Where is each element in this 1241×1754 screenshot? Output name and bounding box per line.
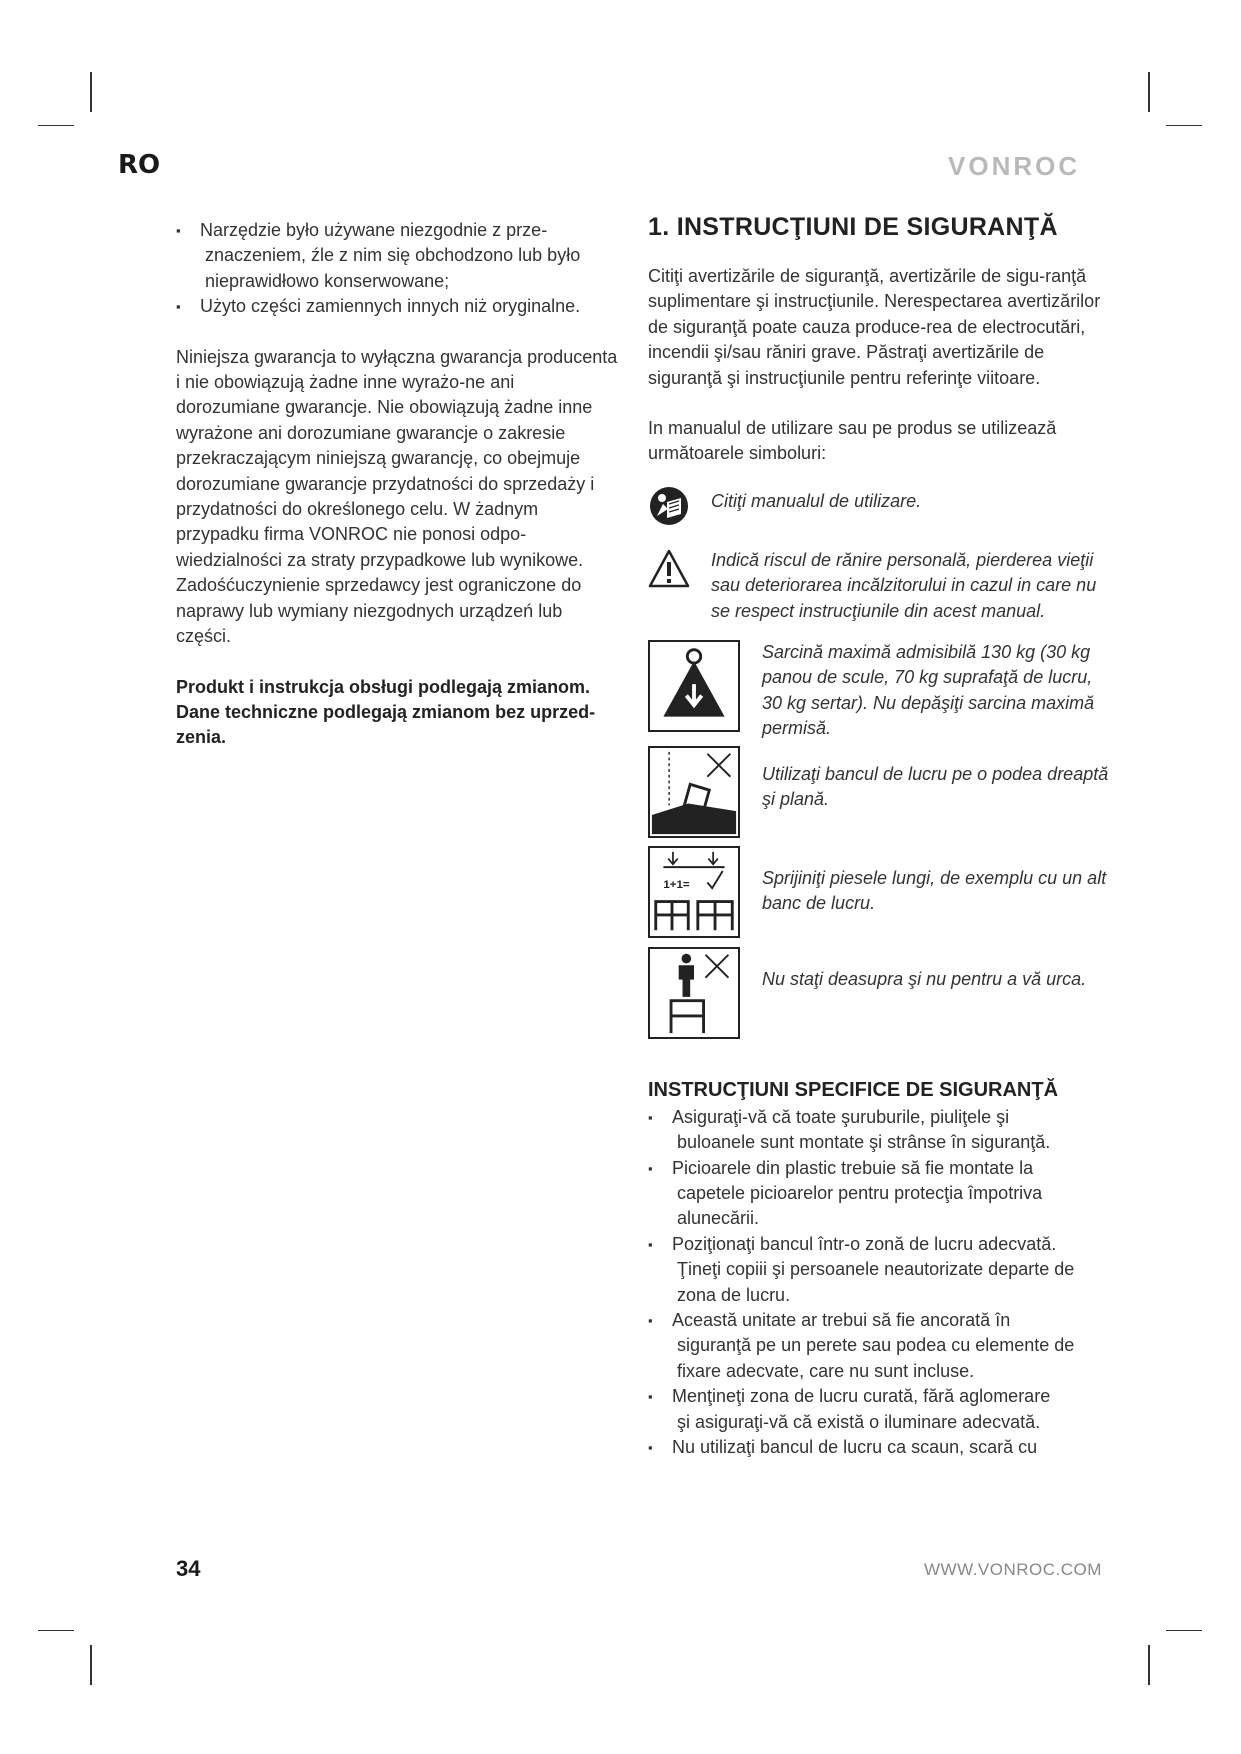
support-long-pieces-icon	[648, 846, 740, 938]
page-number: 34	[176, 1556, 201, 1581]
read-manual-icon	[648, 485, 690, 527]
symbol-text: Nu staţi deasupra şi nu pentru a vă urca.	[762, 968, 1087, 989]
specific-safety-list	[648, 1105, 1110, 1461]
list-item-line2: siguranţă pe un perete sau podea cu elemente de fixare adecvate, care nu sunt incluse.	[677, 1335, 1075, 1381]
level-floor-icon	[648, 746, 740, 838]
symbol-row	[648, 947, 1110, 1039]
language-code: RO	[118, 150, 161, 180]
symbol-text: Indică riscul de rănire personală, pierderea vieţii sau deteriorarea incălzitorului in cazul in care nu se respect instrucţiunile din acest manual.	[711, 549, 1097, 621]
brand-logo-text: VONROC	[948, 152, 1081, 180]
max-load-icon	[648, 640, 740, 732]
list-item	[648, 1384, 1110, 1435]
intro-paragraph: Citiţi avertizările de siguranţă, avertizările de sigu-ranţă suplimentare şi instrucţiunile. Nerespectarea avertizărilor de siguranţă poate cauza produce-rea de electrocutări, incendii şi/sau răniri grave. Păstraţi avertizările de siguranţă şi instrucţiunile pentru referinţe viitoare.	[648, 266, 1101, 388]
list-item-line1: Asiguraţi-vă că toate şuruburile, piuliţele şi	[672, 1106, 1010, 1127]
crop-mark	[1148, 1645, 1150, 1685]
symbol-text: Sprijiniţi piesele lungi, de exemplu cu un alt banc de lucru.	[762, 867, 1107, 914]
list-item-line1: Poziţionaţi bancul într-o zonă de lucru adecvată.	[672, 1233, 1057, 1254]
list-item-line1: Narzędzie było używane niezgodnie z prze-	[200, 220, 548, 240]
symbols-intro: In manualul de utilizare sau pe produs se utilizează următoarele simboluri:	[648, 418, 1057, 464]
website-url: WWW.VONROC.COM	[924, 1560, 1102, 1579]
changes-notice: Produkt i instrukcja obsługi podlegają zmianom. Dane techniczne podlegają zmianom bez uprzed-zenia.	[176, 676, 596, 748]
list-item	[176, 294, 621, 319]
symbol-text: Citiţi manualul de utilizare.	[711, 490, 922, 511]
brand-logo	[948, 152, 1098, 180]
symbol-row	[648, 640, 1110, 742]
list-item-line1: Această unitate ar trebui să fie ancorată în	[672, 1309, 1011, 1330]
list-item	[648, 1308, 1110, 1384]
list-item-line2: şi asiguraţi-vă că există o iluminare adecvată.	[677, 1411, 1041, 1432]
symbol-text: Utilizaţi bancul de lucru pe o podea dreaptă şi plană.	[762, 763, 1109, 810]
crop-mark	[90, 1645, 92, 1685]
do-not-stand-icon	[648, 947, 740, 1039]
crop-mark	[38, 1630, 74, 1631]
crop-mark	[90, 72, 92, 112]
left-column	[176, 218, 621, 751]
symbol-text: Sarcină maximă admisibilă 130 kg (30 kg panou de scule, 70 kg suprafaţă de lucru, 30 kg sertar). Nu depăşiţi sarcina maximă permisă.	[762, 642, 1095, 739]
list-item	[176, 218, 621, 294]
list-item-line1: Użyto części zamiennych innych niż oryginalne.	[200, 296, 581, 317]
list-item	[648, 1435, 1110, 1460]
list-item-line1: Menţineţi zona de lucru curată, fără aglomerare	[672, 1386, 1051, 1407]
right-column	[648, 212, 1110, 1460]
symbol-row	[648, 746, 1110, 838]
crop-mark	[1148, 72, 1150, 112]
crop-mark	[1166, 1630, 1202, 1631]
list-item-line1: Nu utilizaţi bancul de lucru ca scaun, scară cu	[672, 1436, 1038, 1457]
symbol-row	[648, 548, 1110, 624]
list-item	[648, 1105, 1110, 1156]
warranty-exclusions-list	[176, 218, 621, 320]
support-label: 1+1=	[663, 878, 690, 891]
crop-mark	[38, 125, 74, 126]
section-title: 1. INSTRUCŢIUNI DE SIGURANŢĂ	[648, 213, 1058, 241]
specific-safety-title: INSTRUCŢIUNI SPECIFICE DE SIGURANŢĂ	[648, 1078, 1059, 1101]
list-item-line2: capetele picioarelor pentru protecţia împotriva alunecării.	[677, 1182, 1043, 1229]
symbol-row	[648, 846, 1110, 938]
symbol-row	[648, 489, 1110, 527]
list-item-line1: Picioarele din plastic trebuie să fie montate la	[672, 1157, 1034, 1178]
warranty-paragraph: Niniejsza gwarancja to wyłączna gwarancja producenta i nie obowiązują żadne inne wyrażo-ne ani dorozumiane gwarancje. Nie obowiązują żadne inne wyrażone ani dorozumiane gwarancje o zakresie przekraczającym niniejszą gwarancję, co obejmuje dorozumiane gwarancje przydatności do sprzedaży i przydatności do określonego celu. W żadnym przypadku firma VONROC nie ponosi odpo-wiedzialności za straty przypadkowe lub wynikowe. Zadośćuczynienie sprzedawcy jest ograniczone do naprawy lub wymiany niezgodnych urządzeń lub części.	[176, 346, 618, 647]
list-item-line2: buloanele sunt montate şi strânse în siguranţă.	[677, 1132, 1051, 1153]
list-item-line2: znaczeniem, źle z nim się obchodzono lub było nieprawidłowo konserwowane;	[205, 245, 581, 291]
list-item	[648, 1232, 1110, 1308]
list-item	[648, 1156, 1110, 1232]
warning-triangle-icon	[648, 548, 690, 590]
list-item-line2: Ţineţi copiii şi persoanele neautorizate departe de zona de lucru.	[677, 1259, 1075, 1305]
crop-mark	[1166, 125, 1202, 126]
